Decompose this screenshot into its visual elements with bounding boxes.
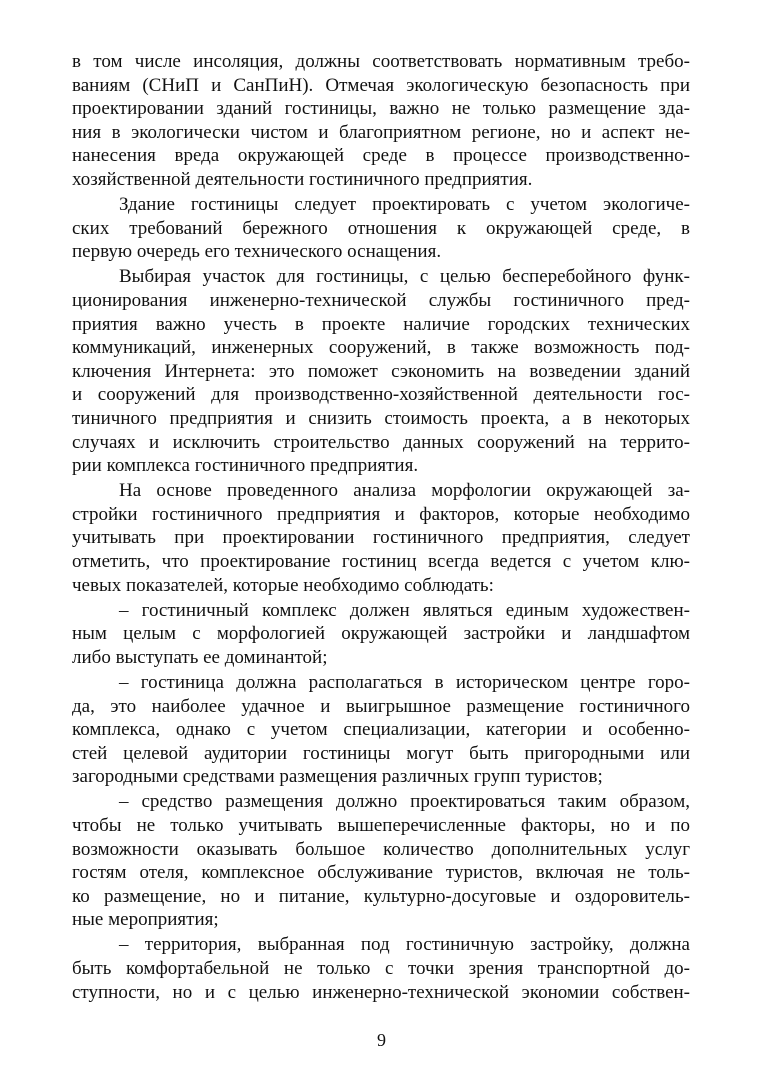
- text-line: стройки гостиничного предприятия и факторов, которые необходимо: [72, 503, 690, 525]
- text-line: проектировании зданий гостиницы, важно не только размещение зда-: [72, 98, 690, 120]
- text-line: ко размещение, но и питание, культурно-досуговые и оздоровитель-: [72, 885, 690, 907]
- paragraph: [72, 50, 690, 192]
- text-line: отметить, что проектирование гостиниц всегда ведется с учетом клю-: [72, 550, 690, 572]
- text-line: да, это наиболее удачное и выигрышное размещение гостиничного: [72, 695, 690, 717]
- text-line: – средство размещения должно проектироваться таким образом,: [119, 791, 690, 813]
- page-body: [72, 50, 690, 1006]
- text-line: гостям отеля, комплексное обслуживание туристов, включая не толь-: [72, 862, 690, 884]
- text-line: и сооружений для производственно-хозяйственной деятельности гос-: [72, 384, 690, 406]
- paragraph: [72, 193, 690, 264]
- text-line: либо выступать ее доминантой;: [72, 646, 328, 668]
- text-line: ских требований бережного отношения к окружающей среде, в: [72, 217, 690, 239]
- text-line: ступности, но и с целью инженерно-технической экономии собствен-: [72, 981, 690, 1003]
- paragraph: [72, 671, 690, 789]
- text-line: На основе проведенного анализа морфологии окружающей за-: [119, 480, 690, 502]
- page-number: 9: [377, 1030, 386, 1050]
- paragraph: [72, 265, 690, 477]
- text-line: Выбирая участок для гостиницы, с целью бесперебойного функ-: [119, 266, 690, 288]
- text-line: хозяйственной деятельности гостиничного предприятия.: [72, 168, 533, 190]
- text-line: – гостиница должна располагаться в историческом центре горо-: [119, 671, 690, 693]
- text-line: загородными средствами размещения различных групп туристов;: [72, 766, 603, 788]
- text-line: – территория, выбранная под гостиничную застройку, должна: [119, 934, 690, 956]
- text-line: возможности оказывать большое количество дополнительных услуг: [72, 838, 690, 860]
- text-line: ционирования инженерно-технической службы гостиничного пред-: [72, 289, 690, 311]
- text-line: Здание гостиницы следует проектировать с учетом экологиче-: [119, 194, 690, 216]
- text-line: приятия важно учесть в проекте наличие городских технических: [72, 313, 690, 335]
- text-line: коммуникаций, инженерных сооружений, в также возможность под-: [72, 337, 690, 359]
- text-line: случаях и исключить строительство данных сооружений на террито-: [72, 431, 690, 453]
- text-line: чевых показателей, которые необходимо соблюдать:: [72, 574, 494, 596]
- paragraph: [72, 479, 690, 597]
- paragraph: [72, 933, 690, 1004]
- paragraph: [72, 790, 690, 932]
- text-line: стей целевой аудитории гостиницы могут быть пригородными или: [72, 742, 690, 764]
- text-line: тиничного предприятия и снизить стоимость проекта, а в некоторых: [72, 407, 690, 429]
- paragraph: [72, 599, 690, 670]
- text-line: ные мероприятия;: [72, 909, 219, 931]
- text-line: нанесения вреда окружающей среде в процессе производственно-: [72, 145, 690, 167]
- text-line: рии комплекса гостиничного предприятия.: [72, 455, 419, 477]
- text-line: ключения Интернета: это поможет сэкономить на возведении зданий: [72, 360, 690, 382]
- text-line: ния в экологически чистом и благоприятном регионе, но и аспект не-: [72, 121, 690, 143]
- text-line: чтобы не только учитывать вышеперечисленные факторы, но и по: [72, 815, 690, 836]
- text-line: учитывать при проектировании гостиничного предприятия, следует: [72, 527, 690, 549]
- text-line: ваниям (СНиП и СанПиН). Отмечая экологическую безопасность при: [72, 74, 690, 96]
- text-line: ным целым с морфологией окружающей застройки и ландшафтом: [72, 623, 690, 645]
- text-line: комплекса, однако с учетом специализации, категории и особенно-: [72, 719, 690, 741]
- text-line: первую очередь его технического оснащения.: [72, 241, 442, 263]
- text-line: в том числе инсоляция, должны соответствовать нормативным требо-: [72, 51, 690, 72]
- text-line: быть комфортабельной не только с точки зрения транспортной до-: [72, 958, 690, 980]
- text-line: – гостиничный комплекс должен являться единым художествен-: [119, 599, 690, 621]
